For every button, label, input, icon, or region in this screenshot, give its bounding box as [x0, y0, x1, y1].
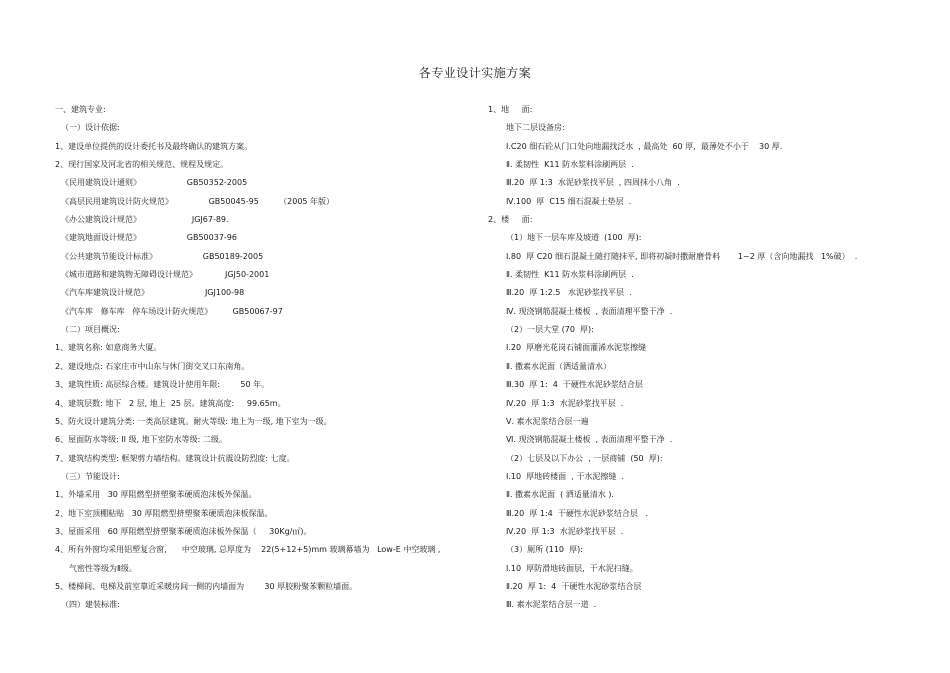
left-column-line: 5、防火设计建筑分类: 一类高层建筑。耐火等级: 地上为一级, 地下室为一级。	[55, 416, 332, 426]
right-column-line: 地下二层设备房:	[506, 123, 565, 133]
right-column-line: （1）地下一层车库及坡道 (100 厚):	[506, 233, 642, 243]
left-column-line: 2、地下室顶棚粘贴 30 厚阻燃型挤塑聚苯硬质泡沫板保温。	[55, 508, 273, 518]
left-column-line: 2、建设地点: 石家庄市中山东与休门街交叉口东南角。	[55, 361, 250, 371]
left-column-line: 《办公建筑设计规范》 JGJ67-89.	[61, 215, 229, 225]
left-column-line: 《城市道路和建筑物无障碍设计规范》 JGJ50-2001	[61, 270, 270, 280]
left-column-line: 7、建筑结构类型: 框架剪力墙结构。建筑设计抗震设防烈度: 七度。	[55, 453, 295, 463]
left-column-line: 2、现行国家及河北省的相关规范、规程及规定。	[55, 160, 229, 170]
left-column-line: 1、外墙采用 30 厚阻燃型挤塑聚苯硬质泡沫板外保温。	[55, 490, 257, 500]
right-column-line: Ⅱ.20 厚 1: 4 干硬性水泥砂浆结合层	[506, 581, 642, 591]
left-column-line: 3、屋面采用 60 厚阻燃型挤塑聚苯硬质泡沫板外保温（ 30Kg/㎥)。	[55, 526, 312, 536]
right-column-line: Ⅵ. 现浇钢筋混凝土楼板 , 表面清理平整干净 .	[506, 435, 673, 445]
right-column-line: （3）厕所 (110 厚):	[506, 545, 583, 555]
right-column-line: Ⅳ.20 厚 1:3 水泥砂浆找平层 .	[506, 526, 624, 536]
left-column-line: 一、建筑专业:	[55, 105, 106, 114]
left-column-line: （三）节能设计:	[61, 471, 120, 481]
right-column-line: Ⅴ. 素水泥浆结合层一遍	[506, 416, 589, 426]
left-column-line: 《汽车库 修车库 停车场设计防火规范》 GB50067-97	[61, 306, 283, 316]
right-column-line: Ⅱ. 撒素水泥面（洒适量清水）	[506, 361, 612, 371]
left-column-line: 《高层民用建筑设计防火规范》 GB50045-95 （2005 年版）	[61, 196, 335, 206]
right-column-line: （2）七层及以下办公 , 一层商铺 (50 厚):	[506, 453, 663, 463]
left-column-line: 1、建筑名称: 如意商务大厦。	[55, 343, 162, 353]
right-column-line: Ⅱ. 撒素水泥面 ( 洒适量清水 ).	[506, 490, 614, 500]
left-column-line: 《公共建筑节能设计标准》 GB50189-2005	[61, 251, 264, 261]
left-column-line: 3、建筑性质: 高层综合楼。建筑设计使用年限: 50 年。	[55, 380, 270, 390]
left-column-line: 4、建筑层数: 地下 2 层, 地上 25 层。建筑高度: 99.65m。	[55, 398, 286, 408]
left-column-line: （四）建装标准:	[61, 600, 120, 610]
right-column-line: Ⅰ.10 厚防滑地砖面层, 干水泥扫缝。	[506, 563, 638, 573]
right-column-line: Ⅲ.20 厚 1:2.5 水泥砂浆找平层 .	[506, 288, 632, 298]
left-column-line: 5、楼梯间、电梯及前室靠近采暖房间一侧的内墙面为 30 厚胶粉聚苯颗粒墙面。	[55, 581, 358, 591]
left-column-line: （一）设计依据:	[61, 123, 120, 133]
right-column-line: Ⅱ. 柔韧性 K11 防水浆料涂刷两层 .	[506, 270, 634, 280]
right-column-line: Ⅲ. 素水泥浆结合层一道 .	[506, 600, 597, 610]
left-column-line: 4、所有外窗均采用铝塑复合窗, 中空玻璃, 总厚度为 22(5+12+5)mm 玻璃幕墙为 Low-E 中空玻璃 ,	[55, 545, 441, 555]
left-column-line: 气密性等级为Ⅱ级。	[69, 563, 137, 573]
right-column-line: Ⅲ.20 厚 1:3 水泥砂浆找平层 , 四周抹小八角 .	[506, 178, 680, 188]
left-column-line: 6、屋面防水等级: II 级, 地下室防水等级: 二级。	[55, 435, 227, 445]
right-column-line: Ⅱ. 柔韧性 K11 防水浆料涂刷两层 .	[506, 160, 634, 170]
right-column-line: Ⅲ.30 厚 1: 4 干硬性水泥砂浆结合层	[506, 380, 643, 390]
page-title: 各专业设计实施方案	[418, 66, 532, 80]
left-column-line: 《民用建筑设计通则》 GB50352-2005	[61, 178, 248, 188]
right-column-line: Ⅰ.10 厚地砖楼面 , 干水泥擦缝 .	[506, 471, 624, 481]
right-column-line: 1、地 面:	[488, 105, 533, 114]
right-column	[488, 101, 928, 615]
right-column-line: Ⅳ. 现浇钢筋混凝土楼板 , 表面清理平整干净 .	[506, 306, 673, 316]
left-column	[55, 101, 475, 615]
right-column-line: Ⅲ.20 厚 1:4 干硬性水泥砂浆结合层 .	[506, 508, 648, 518]
left-column-line: 《汽车库建筑设计规范》 JGJ100-98	[61, 288, 245, 298]
right-column-line: （2）一层大堂 (70 厚):	[506, 325, 594, 335]
left-column-line: 1、建设单位提供的设计委托书及最终确认的建筑方案。	[55, 141, 253, 151]
right-column-line: Ⅰ.80 厚 C20 细石混凝土随打随抹平, 即将初凝时撒耐磨骨料 1~2 厚（含向地漏找 1%破） .	[506, 251, 858, 261]
right-column-line: Ⅳ.100 厚 C15 细石混凝土垫层 .	[506, 196, 632, 206]
right-column-line: Ⅰ.C20 细石砼从门口处向地漏找泛水 , 最高处 60 厚, 最薄处不小于 30 厚.	[506, 141, 783, 151]
right-column-line: Ⅳ.20 厚 1:3 水泥砂浆找平层 .	[506, 398, 624, 408]
right-column-line: 2、楼 面:	[488, 215, 533, 225]
right-column-line: Ⅰ.20 厚磨光花岗石铺面灌浠水泥浆擦缝	[506, 343, 647, 353]
left-column-line: （二）项目概况:	[61, 325, 120, 335]
left-column-line: 《建筑地面设计规范》 GB50037-96	[61, 233, 237, 243]
